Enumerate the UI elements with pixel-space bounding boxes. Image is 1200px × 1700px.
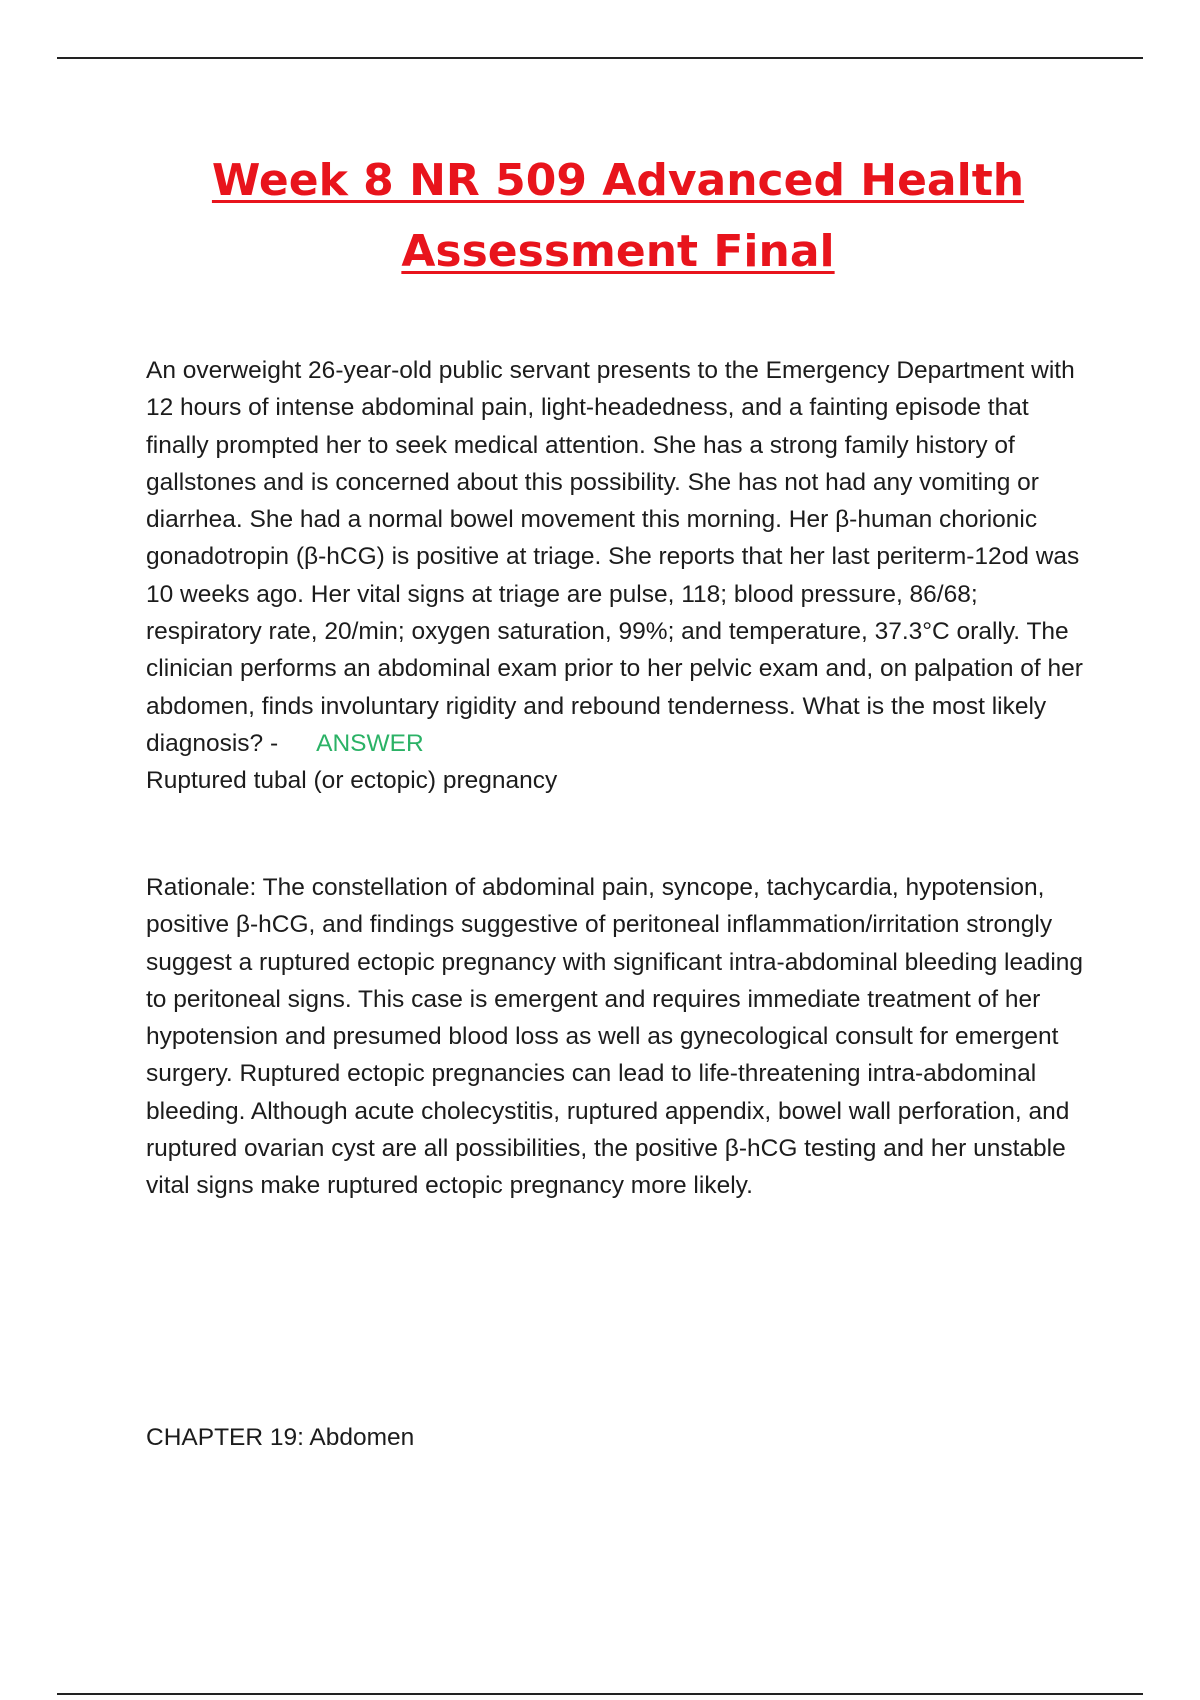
top-divider xyxy=(57,57,1143,59)
chapter-heading: CHAPTER 19: Abdomen xyxy=(146,1424,415,1451)
document-title xyxy=(0,145,1200,287)
title-line-2: Assessment Final xyxy=(401,226,835,277)
answer-text: Ruptured tubal (or ectopic) pregnancy xyxy=(146,767,558,795)
rationale-paragraph: Rationale: The constellation of abdominal pain, syncope, tachycardia, hypotension, positive β-hCG, and findings suggestive of peritoneal inflammation/irritation strongly suggest a ruptured ectopic pregnancy with significant intra-abdominal bleeding leading to peritoneal signs. This case is emergent and requires immediate treatment of her hypotension and presumed blood loss as well as gynecological consult for emergent surgery. Ruptured ectopic pregnancies can lead to life-threatening intra-abdominal bleeding. Although acute cholecystitis, ruptured appendix, bowel wall perforation, and ruptured ovarian cyst are all possibilities, the positive β-hCG testing and her unstable vital signs make ruptured ectopic pregnancy more likely. xyxy=(146,874,1084,1200)
answer-label: ANSWER xyxy=(316,729,424,757)
question-block xyxy=(146,352,1091,800)
question-stem: An overweight 26-year-old public servant presents to the Emergency Department with 12 hours of intense abdominal pain, light-headedness, and a fainting episode that finally prompted her to seek medical attention. She has a strong family history of gallstones and is concerned about this possibility. She has not had any vomiting or diarrhea. She had a normal bowel movement this morning. Her β-human chorionic gonadotropin (β-hCG) is positive at triage. She reports that her last periterm-12od was 10 weeks ago. Her vital signs at triage are pulse, 118; blood pressure, 86/68; respiratory rate, 20/min; oxygen saturation, 99%; and temperature, 37.3°C orally. The clinician performs an abdominal exam prior to her pelvic exam and, on palpation of her abdomen, finds involuntary rigidity and rebound tenderness. What is the most likely diagnosis? - xyxy=(146,357,1083,757)
title-line-1: Week 8 NR 509 Advanced Health xyxy=(211,155,1025,206)
bottom-divider xyxy=(57,1693,1143,1695)
